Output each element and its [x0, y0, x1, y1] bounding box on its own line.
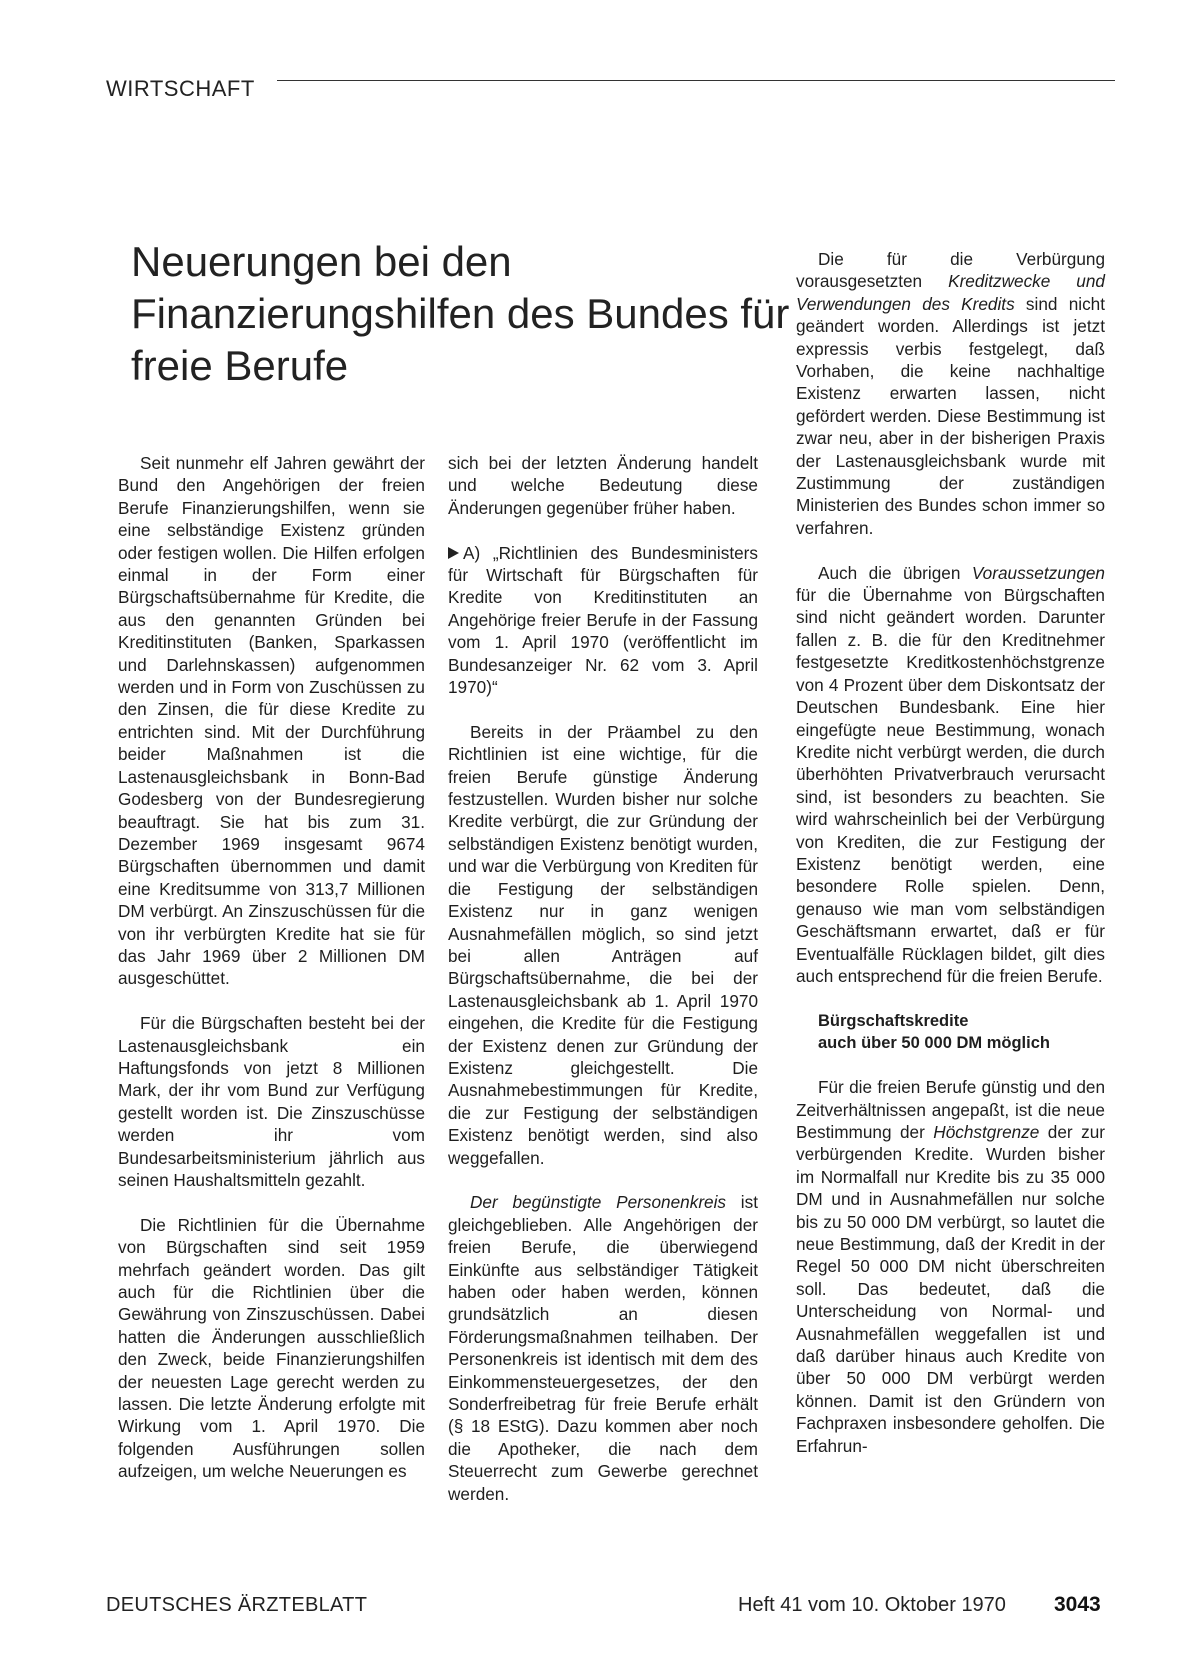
- paragraph-text: sind nicht geändert worden. Allerdings ist jetzt expressis verbis festgelegt, daß Vorhaben, die keine nachhaltige Existenz erwarten lassen, nicht gefördert werden. Diese Bestimmung ist zwar neu, aber in der bisherigen Praxis der Lastenausgleichsbank wurde mit Zustimmung der zuständigen Ministerien des Bundes schon immer so verfahren.: [796, 293, 1106, 538]
- paragraph-text: Die für die Verbürgung vorausgesetzten: [796, 249, 1105, 292]
- subheading-line-1: Bürgschaftskredite: [818, 1011, 969, 1030]
- paragraph-text: der zur verbürgenden Kredite. Wurden bisher im Normalfall nur Kredite bis zu 35 000 DM und in Ausnahmefällen nur solche bis zu 50 000 DM verbürgt, so lautet die neue Bestimmung, daß der Kredit in der Regel 50 000 DM nicht überschreiten soll. Das bedeutet, daß die Unterscheidung von Normal- und Ausnahmefällen weggefallen ist und daß darüber hinaus auch Kredite von über 50 000 DM verbürgt werden können. Damit ist den Gründern von Fachpraxen insbesondere geholfen. Die Erfahrun-: [796, 1121, 1105, 1456]
- article-column-1: [118, 452, 425, 1505]
- paragraph-text: Für die freien Berufe günstig und den Zeitverhältnissen angepaßt, ist die neue Bestimmung der: [796, 1077, 1105, 1142]
- footer-issue-info: Heft 41 vom 10. Oktober 1970: [738, 1594, 1006, 1616]
- paragraph: [796, 1076, 1105, 1457]
- article-column-3: [796, 248, 1105, 1479]
- section-label: WIRTSCHAFT: [106, 76, 255, 101]
- paragraph: Für die Bürgschaften besteht bei der Lastenausgleichsbank ein Haftungsfonds von jetzt 8 Millionen Mark, der ihr vom Bund zur Verfügung gestellt worden ist. Die Zinszuschüsse werden ihr vom Bundesarbeitsministerium jährlich aus seinen Haushaltsmitteln gezahlt.: [118, 1013, 425, 1190]
- subheading: [818, 1010, 1105, 1054]
- subheading-line-2: auch über 50 000 DM möglich: [818, 1033, 1050, 1052]
- paragraph: Seit nunmehr elf Jahren gewährt der Bund den Angehörigen der freien Berufe Finanzierungshilfen, wenn sie eine selbständige Existenz gründen oder festigen wollen. Die Hilfen erfolgen einmal in der Form einer Bürgschaftsübernahme für Kredite, die aus den genannten Gründen bei Kreditinstituten (Banken, Sparkassen und Darlehnskassen) aufgenommen werden und in Form von Zuschüssen zu den Zinsen, die für diese Kredite zu entrichten sind. Mit der Durchführung beider Maßnahmen ist die Lastenausgleichsbank in Bonn-Bad Godesberg von der Bundesregierung beauftragt. Sie hat bis zum 31. Dezember 1969 insgesamt 9674 Bürgschaften übernommen und damit eine Kreditsumme von 313,7 Millionen DM verbürgt. An Zinszuschüssen für die von ihr verbürgten Kredite hat sie für das Jahr 1969 über 2 Millionen DM ausgeschüttet.: [118, 453, 425, 989]
- triangle-bullet-icon: [448, 547, 459, 559]
- paragraph: sich bei der letzten Änderung handelt und welche Bedeutung diese Änderungen gegenüber früher haben.: [448, 453, 758, 518]
- emphasis: Kreditzwecke und Verwendungen des Kredits: [796, 271, 1105, 314]
- paragraph-text: ist gleichgeblieben. Alle Angehörigen der freien Berufe, die überwiegend Einkünfte aus selbständiger Tätigkeit haben oder haben werden, können grundsätzlich an diesen Förderungsmaßnahmen teilhaben. Der Personenkreis ist identisch mit dem des Einkommensteuergesetzes, der den Sonderfreibetrag für freie Berufe erhält (§ 18 EStG). Dazu kommen aber noch die Apotheker, die nach dem Steuerrecht zum Gewerbe gerechnet werden.: [448, 1192, 758, 1504]
- header-rule: [277, 80, 1115, 81]
- paragraph: Bereits in der Präambel zu den Richtlinien ist eine wichtige, für die freien Berufe günstige Änderung festzustellen. Wurden bisher nur solche Kredite verbürgt, die zur Gründung der selbständigen Existenz benötigt wurden, und war die Verbürgung von Krediten für die Festigung der selbständigen Existenz nur in ganz wenigen Ausnahmefällen möglich, so sind jetzt bei allen Anträgen auf Bürgschaftsübernahme, die bei der Lastenausgleichsbank ab 1. April 1970 eingehen, die Kredite für die Festigung der Existenz denen zur Gründung der Existenz gleichgestellt. Die Ausnahmebestimmungen für Kredite, die zur Festigung der selbständigen Existenz benötigt werden, sind also weggefallen.: [448, 721, 758, 1168]
- paragraph-text: für die Übernahme von Bürgschaften sind nicht geändert worden. Darunter fallen z. B. die für den Kreditnehmer festgesetzte Kreditkostenhöchstgrenze von 4 Prozent über dem Diskontsatz der Deutschen Bundesbank. Eine hier eingefügte neue Bestimmung, wonach Kredite nicht verbürgt werden, die durch überhöhten Privatverbrauch verursacht sind, ist besonders zu beachten. Sie wird wahrscheinlich bei der Verbürgung von Krediten, die zur Festigung der Existenz benötigt werden, eine besondere Rolle spielen. Denn, genauso wie man vom selbständigen Geschäftsmann erwartet, daß er für Eventualfälle Rücklagen bildet, gilt dies auch entsprechend für die freien Berufe.: [796, 585, 1105, 986]
- paragraph: Die Richtlinien für die Übernahme von Bürgschaften sind seit 1959 mehrfach geändert worden. Das gilt auch für die Richtlinien über die Gewährung von Zinszuschüssen. Dabei hatten die Änderungen ausschließlich den Zweck, beide Finanzierungshilfen der neuesten Lage gerecht werden zu lassen. Die letzte Änderung erfolgte mit Wirkung vom 1. April 1970. Die folgenden Ausführungen sollen aufzeigen, um welche Neuerungen es: [118, 1214, 425, 1482]
- paragraph: [796, 562, 1105, 988]
- paragraph-cited-guideline: [448, 542, 758, 699]
- emphasis: Höchstgrenze: [933, 1121, 1040, 1142]
- footer-journal-name: DEUTSCHES ÄRZTEBLATT: [106, 1594, 368, 1616]
- article-column-2: [448, 452, 758, 1527]
- page-number: 3043: [1054, 1593, 1101, 1616]
- emphasis: Voraussetzungen: [971, 562, 1105, 583]
- cited-guideline-text: A) „Richtlinien des Bundesministers für Wirtschaft für Bürgschaften für Kredite von Kreditinstituten an Angehörige freier Berufe in der Fassung vom 1. April 1970 (veröffentlicht im Bundesanzeiger Nr. 62 vom 3. April 1970)“: [448, 542, 758, 698]
- paragraph-text: Auch die übrigen: [818, 562, 972, 583]
- paragraph: [796, 248, 1105, 539]
- article-title: Neuerungen bei den Finanzierungshilfen des Bundes für freie Berufe: [131, 238, 790, 389]
- paragraph: [448, 1191, 758, 1505]
- emphasis: Der begünstigte Personenkreis: [470, 1192, 727, 1213]
